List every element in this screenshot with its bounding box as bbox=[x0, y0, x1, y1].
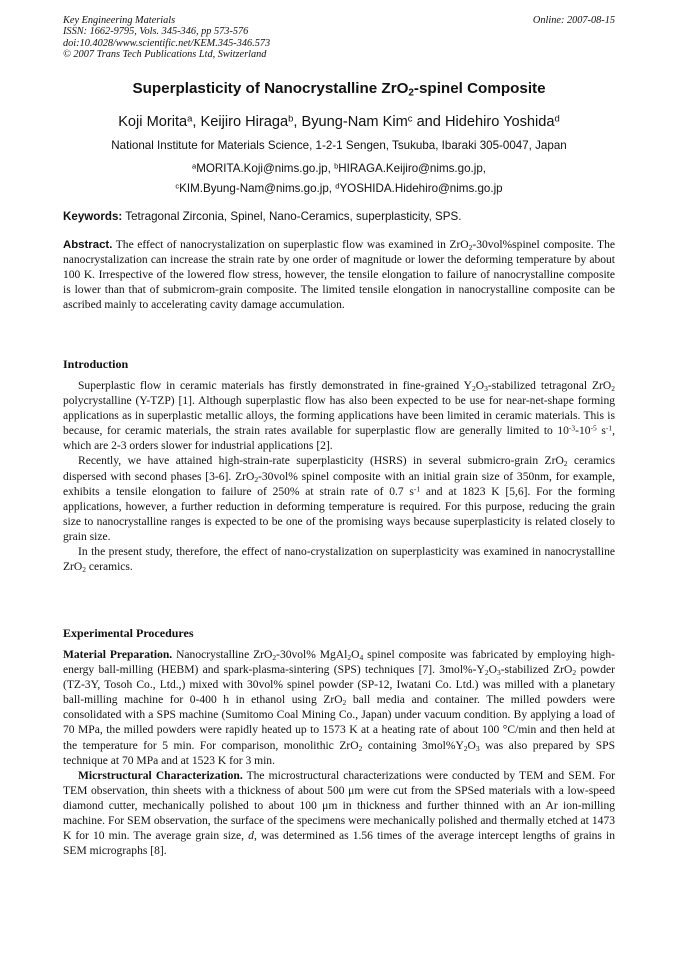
section-heading-introduction: Introduction bbox=[63, 357, 129, 371]
email-link[interactable]: KIM.Byung-Nam@nims.go.jp, bbox=[179, 182, 336, 195]
keywords-text: Tetragonal Zirconia, Spinel, Nano-Ceramics, superplasticity, SPS. bbox=[122, 210, 462, 223]
email-line: $^a$MORITA.Koji@nims.go.jp, $^b$HIRAGA.Keijiro@nims.go.jp, bbox=[192, 161, 486, 175]
paper-title: Superplasticity of Nanocrystalline ZrO$_2$-spinel Composite bbox=[132, 80, 546, 99]
author: Hidehiro Yoshida$^d$ bbox=[444, 113, 560, 130]
copyright-line: © 2007 Trans Tech Publications Ltd, Switzerland bbox=[63, 49, 267, 61]
abstract-label: Abstract. bbox=[63, 239, 113, 251]
author-emails bbox=[0, 159, 678, 199]
section-heading-experimental: Experimental Procedures bbox=[63, 626, 194, 640]
doi-line: doi:10.4028/www.scientific.net/KEM.345-346.573 bbox=[63, 37, 271, 49]
abstract: Abstract. The effect of nanocrystalization on superplastic flow was examined in ZrO$_2$-30vol%spinel composite. The nanocrystalization can increase the strain rate by one order of magnitude or lower the deforming temperature by about 100 K. Irrespective of the lowered flow stress, however, the tensile elongation to failure of nanocrystalline composite is lower than that of submicrom-grain composite. The limited tensile elongation in nanocrystalline composite can be ascribed mainly to accelerating cavity damage accumulation. bbox=[63, 239, 615, 312]
email-link[interactable]: HIRAGA.Keijiro@nims.go.jp, bbox=[338, 162, 486, 175]
affiliation: National Institute for Materials Science, 1-2-1 Sengen, Tsukuba, Ibaraki 305-0047, Japan bbox=[111, 139, 567, 152]
paragraph: In the present study, therefore, the effect of nano-crystalization on superplasticity was examined in nanocrystalline ZrO$_2$ ceramics. bbox=[63, 546, 615, 574]
author: Keijiro Hiraga$^b$, bbox=[200, 113, 302, 130]
email-line: $^c$KIM.Byung-Nam@nims.go.jp, $^d$YOSHIDA.Hidehiro@nims.go.jp bbox=[175, 181, 503, 195]
keywords bbox=[63, 210, 615, 223]
issn-line: ISSN: 1662-9795, Vols. 345-346, pp 573-576 bbox=[63, 26, 249, 38]
paragraph: Micrstructural Characterization. The microstructural characterizations were conducted by TEM and SEM. For TEM observation, thin sheets with a thickness of about 500 μm were cut from the SPSed materials with a low-speed diamond cutter, mechanically polished to about 100 μm in thickness and further thinned with an Ar ion-milling machine. For SEM observation, the surface of the specimens were mechanically polished and thermally etched at 1473 K for 10 min. The average grain size, d, was determined as 1.56 times of the average intercept lengths of grains in SEM micrographs [8]. bbox=[63, 769, 615, 858]
introduction-body bbox=[63, 379, 615, 575]
experimental-body bbox=[63, 648, 615, 859]
paragraph: Recently, we have attained high-strain-rate superplasticity (HSRS) in several submicro-grain ZrO$_2$ ceramics dispersed with second phases [3-6]. ZrO$_2$-30vol% spinel composite with an initial grain size of 350nm, for example, exhibits a tensile elongation to failure of 250% at strain rate of 0.7 $s^{-1}$ and at 1823 K [5,6]. For the forming applications, however, a further reduction in deforming temperature is required. For this purpose, reducing the grain size to nanocrystalline ranges is expected to be one of the promising ways because superplasticity is related closely to grain size. bbox=[63, 455, 616, 543]
paragraph: Superplastic flow in ceramic materials has firstly demonstrated in fine-grained $Y_2O_3$-stabilized tetragonal ZrO$_2$ polycrystalline (Y-TZP) [1]. Although superplastic flow has also been expected to be use for near-net-shape forming applications as in superplastic metallic alloys, the forming applications have been limited in ceramic materials. This is because, for ceramic materials, the strain rates available for superplastic flow are generally limited to $10^{-3}-10^{-5}$ $s^{-1}$, which are 2-3 orders slower for industrial applications [2]. bbox=[63, 380, 615, 453]
email-link[interactable]: YOSHIDA.Hidehiro@nims.go.jp bbox=[339, 182, 503, 195]
header-left bbox=[63, 15, 270, 61]
keywords-label: Keywords: bbox=[63, 210, 123, 223]
subsection-label: Micrstructural Characterization. bbox=[78, 769, 243, 782]
author: Koji Morita$^a$, bbox=[118, 113, 201, 130]
journal-name: Key Engineering Materials bbox=[63, 15, 176, 26]
subsection-label: Material Preparation. bbox=[63, 649, 173, 661]
paragraph: Material Preparation. Nanocrystalline ZrO$_2$-30vol% $MgAl_2O_4$ spinel composite was fabricated by employing high-energy ball-milling (HEBM) and spark-plasma-sintering (SPS) techniques [7]. $3mol\%-Y_2O_3$-stabilized ZrO$_2$ powder (TZ-3Y, Tosoh Co., Ltd.,) mixed with 30vol% spinel powder (SP-12, Iwatani Co. Ltd.) was milled with a planetary ball-milling machine for 0-400 h in ethanol using ZrO$_2$ ball media and container. The milled powders were consolidated with a SPS machine (Sumitomo Coal Mining Co., Japan) under vacuum condition. By applying a load of 70 MPa, the milled powders were rapidly heated up to 1573 K at a heating rate of about 100 °C/min and then held at the temperature for 5 min. For comparison, monolithic ZrO$_2$ containing $3mol\%Y_2O_3$ was also prepared by SPS technique at 70 MPa and at 1523 K for 3 min. bbox=[63, 649, 615, 767]
author: Byung-Nam Kim$^c$ and bbox=[301, 113, 445, 130]
author-list bbox=[0, 114, 678, 130]
online-date: Online: 2007-08-15 bbox=[532, 15, 615, 26]
email-link[interactable]: MORITA.Koji@nims.go.jp, bbox=[196, 162, 335, 175]
